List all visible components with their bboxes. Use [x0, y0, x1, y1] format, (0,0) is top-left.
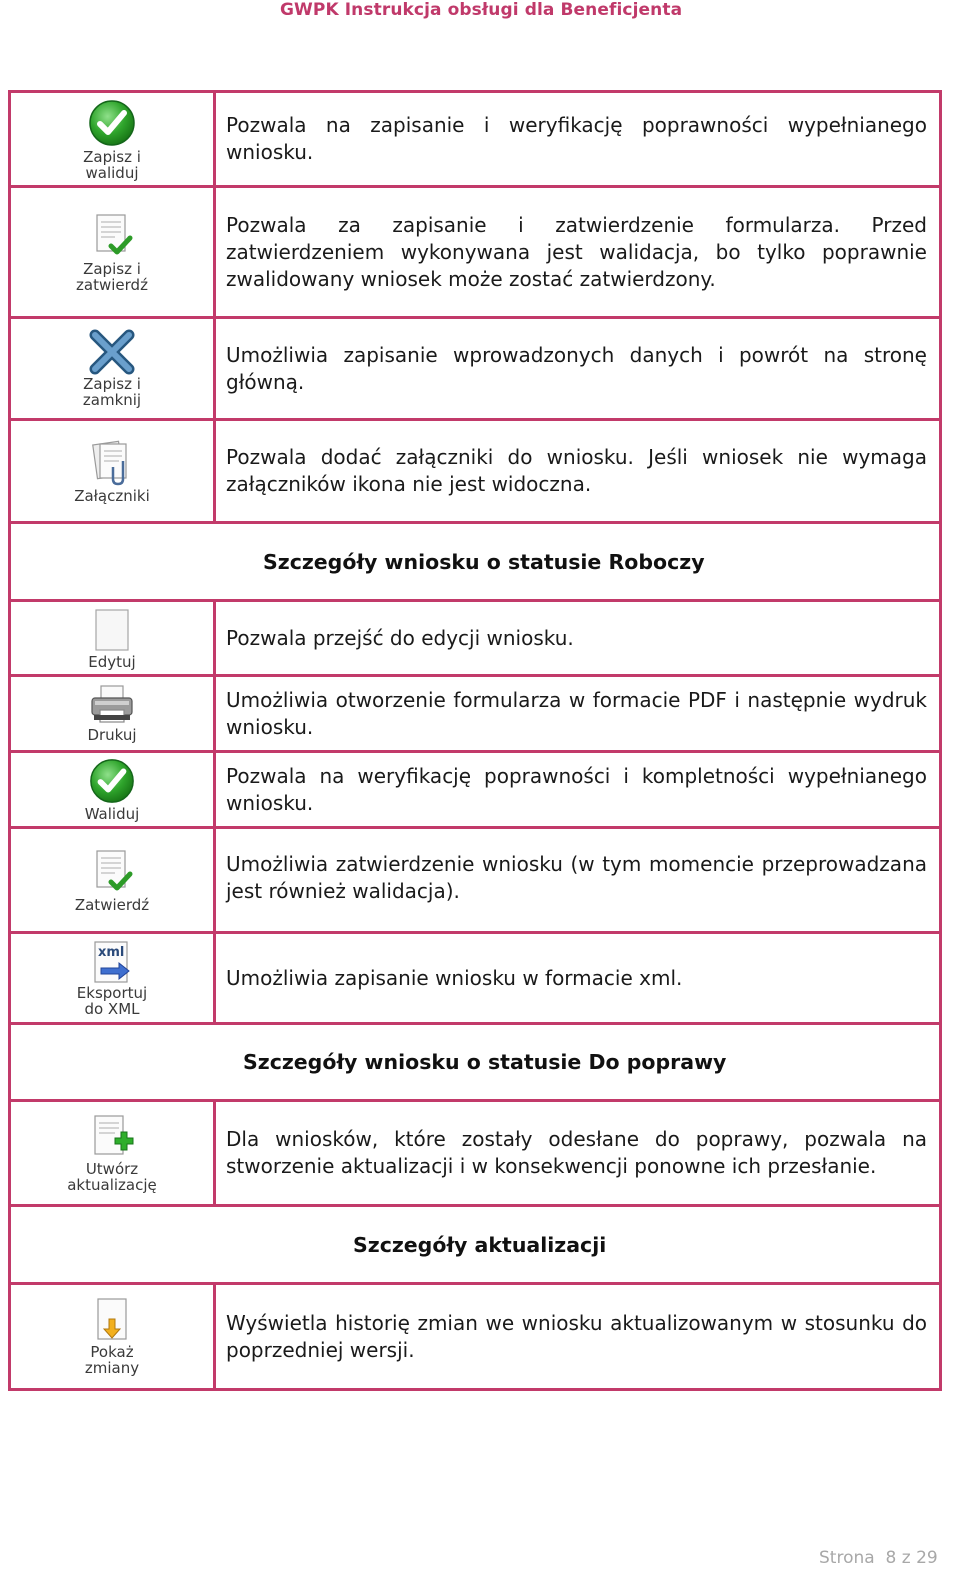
- icon-cell: [11, 602, 216, 674]
- save-approve-button[interactable]: [76, 212, 148, 293]
- description-cell: [216, 934, 939, 1022]
- validate-button[interactable]: [85, 757, 140, 822]
- printer-icon: [89, 684, 135, 726]
- icon-cell: [11, 93, 216, 185]
- document-header-title: GWPK Instrukcja obsługi dla Beneficjenta: [280, 0, 683, 20]
- table-row-save-close: [11, 319, 939, 421]
- table-row-edit: [11, 602, 939, 677]
- approve-button[interactable]: [75, 848, 149, 913]
- icon-cell: [11, 677, 216, 750]
- document-check-icon: [89, 212, 135, 260]
- description-text: Umożliwia zapisanie wniosku w formacie xml.: [226, 965, 683, 990]
- icon-cell: [11, 829, 216, 931]
- table-row-export-xml: [11, 934, 939, 1025]
- description-cell: [216, 319, 939, 418]
- xml-export-icon: [89, 940, 135, 984]
- icon-label: Eksportuj do XML: [76, 983, 148, 1018]
- description-text: Umożliwia otworzenie formularza w formacie PDF i następnie wydruk wniosku.: [226, 687, 927, 739]
- show-changes-button[interactable]: [85, 1297, 139, 1376]
- icon-cell: [11, 1102, 216, 1204]
- save-validate-button[interactable]: [83, 98, 141, 181]
- icon-label: Zapisz i waliduj: [83, 147, 141, 182]
- icon-label: Drukuj: [87, 726, 137, 744]
- green-check-icon: [87, 98, 137, 148]
- edit-button[interactable]: [88, 607, 135, 670]
- print-button[interactable]: [87, 684, 136, 743]
- section-header-aktualizacje: [11, 1207, 939, 1285]
- page-label: Strona: [819, 1548, 875, 1568]
- icon-label: Załączniki: [74, 486, 150, 505]
- description-cell: [216, 93, 939, 185]
- section-title: Szczegóły aktualizacji: [353, 1232, 607, 1257]
- icon-label: Utwórz aktualizację: [67, 1159, 157, 1194]
- table-row-show-changes: [11, 1285, 939, 1388]
- description-text: Wyświetla historię zmian we wniosku aktualizowanym w stosunku do poprzedniej wersji.: [226, 1310, 927, 1362]
- table-row-create-update: [11, 1102, 939, 1207]
- description-cell: [216, 829, 939, 931]
- functions-table: [8, 90, 942, 1391]
- description-text: Umożliwia zapisanie wprowadzonych danych i powrót na stronę główną.: [226, 342, 927, 394]
- document-plus-icon: [89, 1114, 135, 1160]
- page-number: [819, 1548, 938, 1568]
- paperclip-document-icon: [89, 439, 135, 487]
- table-row-save-validate: [11, 93, 939, 188]
- description-cell: [216, 1102, 939, 1204]
- export-xml-button[interactable]: [77, 940, 147, 1017]
- attachments-button[interactable]: [74, 439, 150, 504]
- description-cell: [216, 421, 939, 521]
- description-cell: [216, 753, 939, 826]
- document-check-icon: [89, 848, 135, 896]
- section-header-do-poprawy: [11, 1025, 939, 1102]
- table-row-attachments: [11, 421, 939, 524]
- description-cell: [216, 602, 939, 674]
- page-of-label: z: [901, 1548, 911, 1568]
- section-title: Szczegóły wniosku o statusie Roboczy: [263, 549, 705, 574]
- blue-x-icon: [87, 329, 137, 375]
- create-update-button[interactable]: [67, 1114, 157, 1193]
- table-row-save-approve: [11, 188, 939, 319]
- description-text: Pozwala za zapisanie i zatwierdzenie formularza. Przed zatwierdzeniem wykonywana jest walidacja, bo tylko poprawnie zwalidowany wniosek może zostać zatwierdzony.: [226, 212, 927, 291]
- table-row-approve: [11, 829, 939, 934]
- icon-cell: [11, 1285, 216, 1388]
- description-cell: [216, 188, 939, 316]
- description-text: Pozwala na weryfikację poprawności i kompletności wypełnianego wniosku.: [226, 764, 927, 815]
- description-text: Pozwala na zapisanie i weryfikację poprawności wypełnianego wniosku.: [226, 113, 927, 164]
- icon-label: Zapisz i zatwierdź: [76, 259, 148, 294]
- icon-cell: [11, 934, 216, 1022]
- description-cell: [216, 677, 939, 750]
- section-header-roboczy: [11, 524, 939, 602]
- icon-label: Zatwierdź: [74, 895, 150, 914]
- description-cell: [216, 1285, 939, 1388]
- description-text: Pozwala dodać załączniki do wniosku. Jeśli wniosek nie wymaga załączników ikona nie jest widoczna.: [226, 445, 927, 496]
- document-arrow-icon: [92, 1297, 132, 1343]
- section-title: Szczegóły wniosku o statusie Do poprawy: [243, 1050, 727, 1074]
- blank-page-icon: [92, 607, 132, 653]
- icon-cell: [11, 319, 216, 418]
- page-current: 8: [885, 1548, 897, 1568]
- description-text: Dla wniosków, które zostały odesłane do poprawy, pozwala na stworzenie aktualizacji i w konsekwencji ponowne ich przesłanie.: [226, 1127, 927, 1178]
- icon-cell: [11, 753, 216, 826]
- icon-cell: [11, 188, 216, 316]
- icon-cell: [11, 421, 216, 521]
- icon-label: Edytuj: [88, 652, 136, 671]
- description-text: Pozwala przejść do edycji wniosku.: [226, 625, 574, 650]
- save-close-button[interactable]: [83, 329, 141, 408]
- svg-text:xml: xml: [98, 944, 125, 960]
- description-text: Umożliwia zatwierdzenie wniosku (w tym momencie przeprowadzana jest również walidacja).: [226, 852, 927, 903]
- green-check-icon: [88, 757, 136, 805]
- table-row-validate: [11, 753, 939, 829]
- page-total: 29: [916, 1548, 938, 1568]
- icon-label: Waliduj: [84, 805, 140, 823]
- table-row-print: [11, 677, 939, 753]
- icon-label: Pokaż zmiany: [84, 1343, 140, 1377]
- icon-label: Zapisz i zamknij: [82, 375, 142, 409]
